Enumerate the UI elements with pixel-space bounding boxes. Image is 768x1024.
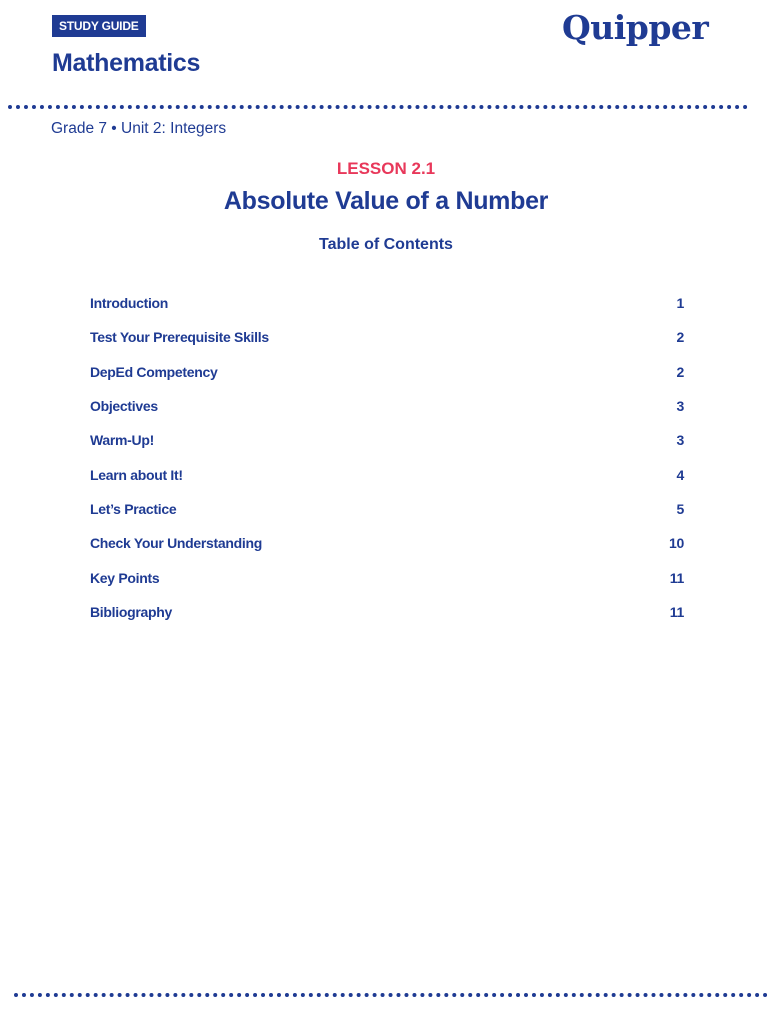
bottom-dotted-divider (14, 993, 768, 997)
toc-entry-title: DepEd Competency (90, 363, 218, 380)
toc-entry-introduction[interactable] (90, 286, 684, 320)
quipper-logo: Quipper (562, 8, 709, 47)
toc-entry-title: Bibliography (90, 603, 172, 620)
toc-entry-page: 11 (669, 569, 684, 586)
toc-entry-page: 11 (669, 603, 684, 620)
lesson-number: LESSON 2.1 (336, 159, 436, 178)
top-dotted-divider (8, 105, 748, 109)
lesson-title: Absolute Value of a Number (223, 187, 549, 215)
toc-entry-lets-practice[interactable] (90, 492, 684, 526)
subject-title: Mathematics (52, 49, 201, 77)
toc-entry-bibliography[interactable] (90, 595, 684, 629)
toc-entry-prerequisite-skills[interactable] (90, 320, 684, 354)
study-guide-badge: STUDY GUIDE (52, 15, 146, 37)
toc-entry-key-points[interactable] (90, 560, 684, 594)
toc-entry-deped-competency[interactable] (90, 355, 684, 389)
toc-entry-page: 3 (676, 398, 684, 415)
toc-entry-page: 3 (676, 432, 684, 449)
toc-entry-learn-about-it[interactable] (90, 457, 684, 491)
toc-entry-page: 5 (676, 500, 684, 517)
toc-entry-page: 4 (676, 466, 684, 483)
toc-entry-page: 2 (676, 363, 684, 380)
grade-unit-line: Grade 7 • Unit 2: Integers (51, 120, 227, 137)
toc-entry-title: Warm-Up! (90, 432, 154, 449)
toc-entry-warm-up[interactable] (90, 423, 684, 457)
toc-heading: Table of Contents (319, 236, 453, 253)
toc-entry-page: 2 (676, 329, 684, 346)
toc-entry-title: Check Your Understanding (90, 535, 262, 552)
toc-entry-title: Objectives (90, 398, 158, 415)
toc-entry-page: 10 (669, 535, 684, 552)
toc-entry-title: Learn about It! (90, 466, 183, 483)
toc-entry-title: Let’s Practice (90, 500, 177, 517)
toc-entry-check-understanding[interactable] (90, 526, 684, 560)
toc-entry-page: 1 (676, 295, 684, 312)
table-of-contents (90, 286, 684, 629)
toc-entry-objectives[interactable] (90, 389, 684, 423)
toc-entry-title: Introduction (90, 295, 169, 312)
toc-entry-title: Key Points (90, 569, 160, 586)
toc-entry-title: Test Your Prerequisite Skills (90, 329, 269, 346)
